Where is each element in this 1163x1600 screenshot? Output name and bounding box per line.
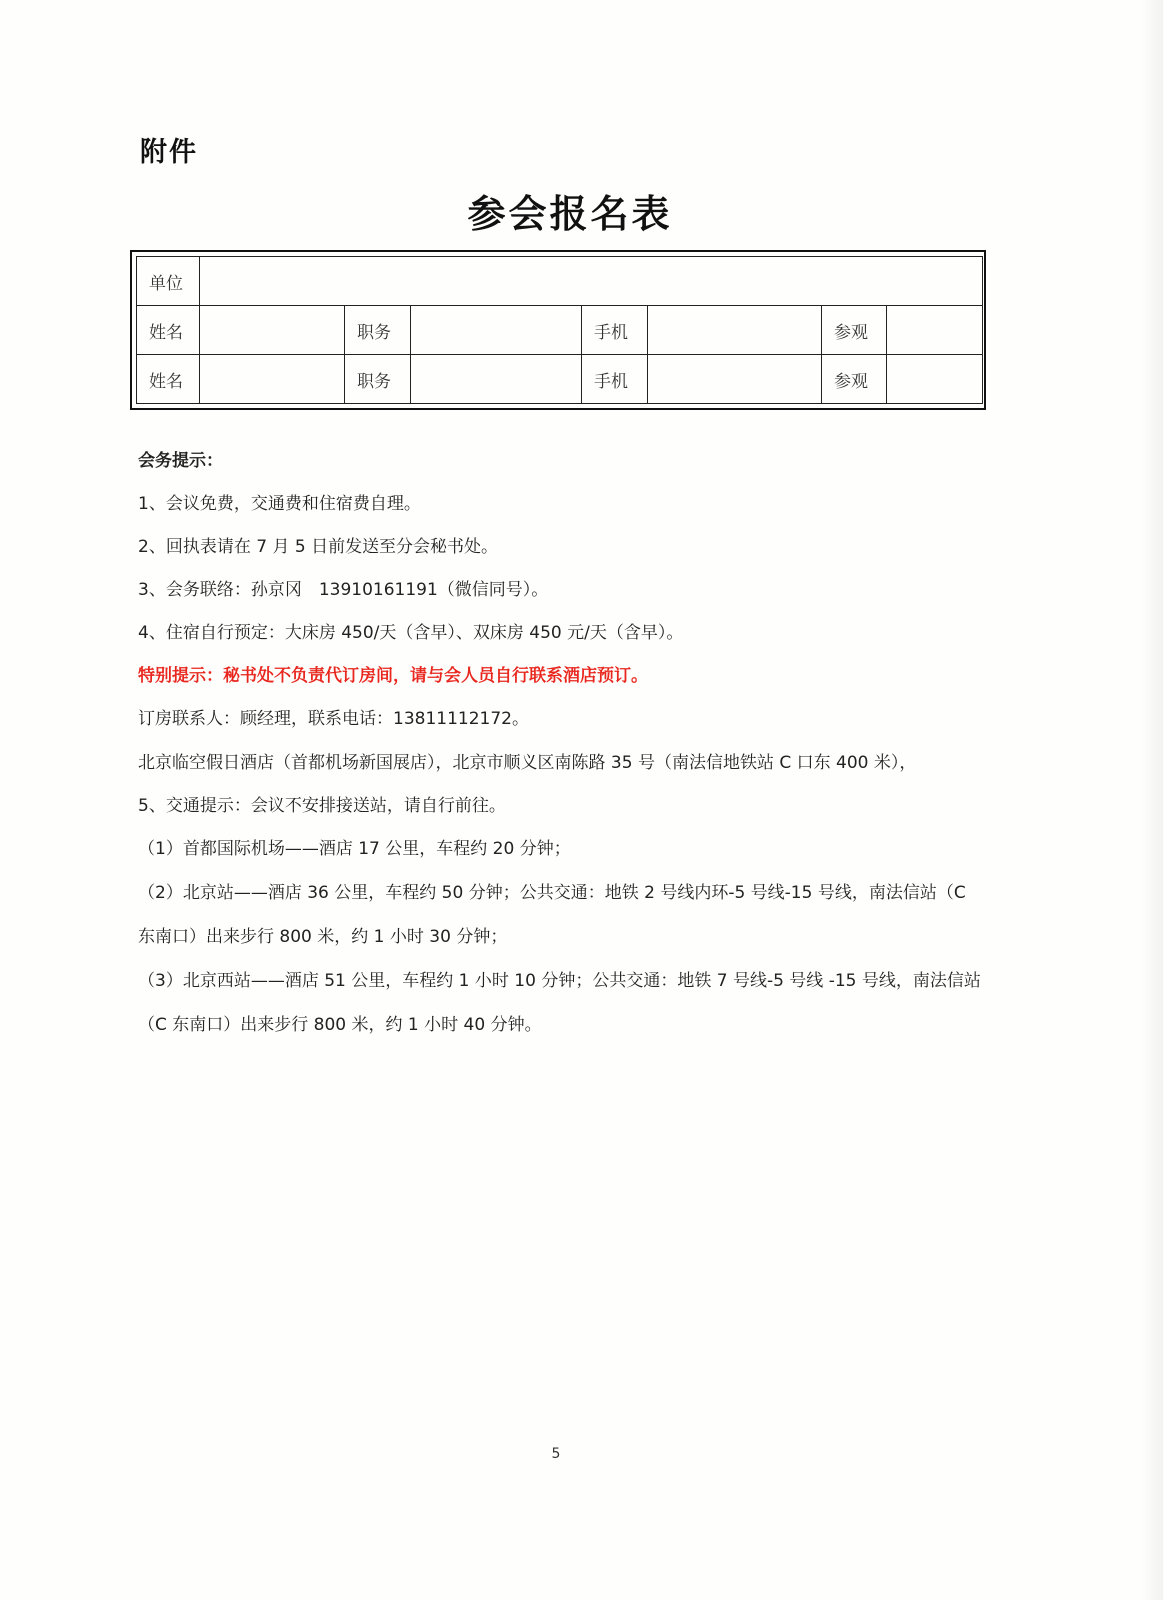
note-item: 3、会务联络：孙京冈 13910161191（微信同号）。 <box>138 580 549 600</box>
notes-heading: 会务提示： <box>138 451 223 471</box>
booking-contact: 订房联系人：顾经理，联系电话：13811112172。 <box>138 709 529 729</box>
name-label: 姓名 <box>137 355 200 404</box>
form-title: 参会报名表 <box>467 192 673 236</box>
route-item: （2）北京站——酒店 36 公里，车程约 50 分钟；公共交通：地铁 2 号线内环-5 号线-15 号线，南法信站（C 东南口）出来步行 800 米，约 1 小时 30 分钟； <box>138 883 966 947</box>
special-notice: 特别提示：秘书处不负责代订房间，请与会人员自行联系酒店预订。 <box>138 666 648 686</box>
meeting-notes <box>138 440 988 1047</box>
unit-field[interactable] <box>200 257 983 306</box>
visit-field[interactable] <box>887 306 983 355</box>
hotel-address: 北京临空假日酒店（首都机场新国展店），北京市顺义区南陈路 35 号（南法信地铁站 C 口东 400 米）， <box>138 753 917 773</box>
phone-label: 手机 <box>582 355 648 404</box>
position-label: 职务 <box>345 355 411 404</box>
attendee-row <box>137 306 983 355</box>
page-number: 5 <box>551 1446 561 1462</box>
visit-label: 参观 <box>822 306 887 355</box>
note-item: 4、住宿自行预定：大床房 450/天（含早）、双床房 450 元/天（含早）。 <box>138 623 684 643</box>
note-item: 1、会议免费，交通费和住宿费自理。 <box>138 494 421 514</box>
route-item: （3）北京西站——酒店 51 公里，车程约 1 小时 10 分钟；公共交通：地铁 7 号线-5 号线 -15 号线，南法信站（C 东南口）出来步行 800 米，约 1 小时 40 分钟。 <box>138 971 981 1035</box>
attachment-label: 附件 <box>140 137 198 168</box>
phone-label: 手机 <box>582 306 648 355</box>
note-item: 2、回执表请在 7 月 5 日前发送至分会秘书处。 <box>138 537 499 557</box>
position-label: 职务 <box>345 306 411 355</box>
scanned-page-edge <box>1141 0 1163 1600</box>
visit-label: 参观 <box>822 355 887 404</box>
phone-field[interactable] <box>648 355 822 404</box>
name-field[interactable] <box>200 355 345 404</box>
unit-row <box>137 257 983 306</box>
name-label: 姓名 <box>137 306 200 355</box>
route-item: （1）首都国际机场——酒店 17 公里，车程约 20 分钟； <box>138 839 571 859</box>
unit-label: 单位 <box>137 257 200 306</box>
position-field[interactable] <box>411 306 582 355</box>
registration-table <box>136 256 983 404</box>
attendee-row <box>137 355 983 404</box>
position-field[interactable] <box>411 355 582 404</box>
phone-field[interactable] <box>648 306 822 355</box>
registration-table-frame <box>130 250 986 410</box>
name-field[interactable] <box>200 306 345 355</box>
note-item: 5、交通提示：会议不安排接送站，请自行前往。 <box>138 796 506 816</box>
visit-field[interactable] <box>887 355 983 404</box>
